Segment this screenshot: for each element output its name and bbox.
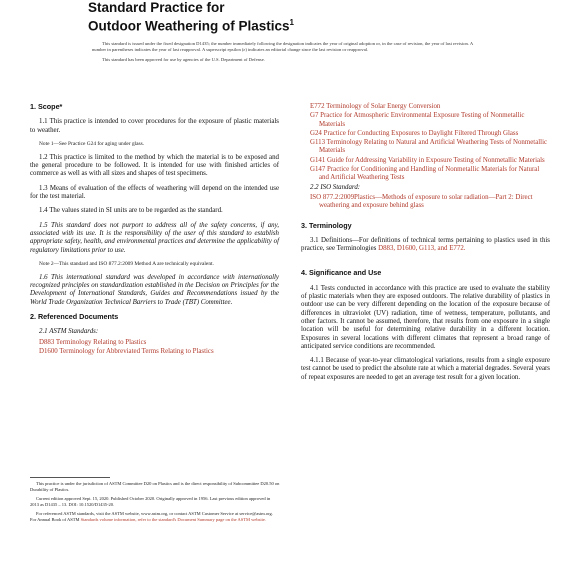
- title-line-2: [88, 15, 508, 34]
- ref-title[interactable]: Plastics—Methods of exposure to solar radiation—Part 2: Direct weathering and exposure behind glass: [319, 193, 533, 210]
- scope-heading: 1. Scope*: [30, 102, 63, 111]
- footnote-1: This practice is under the jurisdiction of ASTM Committee D20 on Plastics and is the direct responsibility of Subcommittee D20.50 on Durability of Plastics.: [30, 481, 280, 492]
- scope-1-2: 1.2 This practice is limited to the method by which the material is to be exposed and the general procedure to be followed. It is intended for use with finished articles of commerce as well as with all sizes and shapes of test specimens.: [30, 153, 279, 178]
- footnote-1b: Current edition approved Sept. 15, 2020. Published October 2020. Originally approved in 1956. Last previous edition approved in 2013 as D1435 – 13. DOI: 10.1520/D1435-20.: [30, 496, 271, 507]
- significance-4-1: 4.1 Tests conducted in accordance with this practice are used to evaluate the stability of plastic materials when they are exposed outdoors. The relative durability of plastics in outdoor use can be very different depending on the location of the exposure because of differences in ultraviolet (UV) radiation, time of wetness, temperature, pollutants, and other factors. It cannot be assumed, therefore, that results from one exposure in a single location will be useful for determining relative durability in a different location. Exposures in several locations with different climates that represent a broad range of anticipated service conditions are recommended.: [301, 284, 550, 350]
- title-line-2-text: Outdoor Weathering of Plastics: [88, 18, 290, 34]
- ref-code[interactable]: D883: [39, 338, 55, 346]
- ref-item-g24[interactable]: [310, 130, 550, 138]
- ref-title[interactable]: Guide for Addressing Variability in Exposure Testing of Nonmetallic Materials: [327, 156, 545, 164]
- ref-title[interactable]: Practice for Atmospheric Environmental Exposure Testing of Nonmetallic Materials: [319, 112, 525, 128]
- ref-item-g7[interactable]: [310, 112, 550, 129]
- ref-item-g147[interactable]: [310, 166, 550, 183]
- scope-1-1: 1.1 This practice is intended to cover procedures for the exposure of plastic materials to weather.: [30, 118, 279, 134]
- dod-notice: This standard has been approved for use by agencies of the U.S. Department of Defense.: [102, 57, 265, 63]
- ref-code[interactable]: E772: [310, 103, 325, 110]
- ref-code[interactable]: G7: [310, 112, 319, 120]
- footnote-divider: [30, 477, 110, 478]
- ref-title[interactable]: Practice for Conducting Exposures to Daylight Filtered Through Glass: [323, 129, 519, 137]
- ref-code[interactable]: D1600: [39, 347, 58, 355]
- right-column: [301, 103, 550, 388]
- ref-item-d883[interactable]: [39, 339, 279, 347]
- scope-1-6: 1.6 This international standard was developed in accordance with internationally recognized principles on standardization established in the Decision on Principles for the Development of International Standards, Guides and Recommendations issued by the World Trade Organization Technical Barriers to Trade (TBT) Committee.: [30, 273, 279, 306]
- footnotes: [30, 481, 280, 526]
- significance-4-1-1: 4.1.1 Because of year-to-year climatological variations, results from a single exposure test cannot be used to predict the absolute rate at which a material degrades. Several years of repeat exposures are needed to get an average test result for a given location.: [301, 357, 550, 381]
- ref-item-d1600[interactable]: [39, 348, 279, 356]
- referenced-heading: 2. Referenced Documents: [30, 312, 119, 322]
- title-footnote-mark: 1: [289, 18, 294, 27]
- scope-1-3: 1.3 Means of evaluation of the effects of weathering will depend on the intended use for the test material.: [30, 184, 279, 201]
- significance-heading: 4. Significance and Use: [301, 268, 382, 278]
- ref-code[interactable]: G24: [310, 129, 322, 137]
- ref-code[interactable]: G141: [310, 156, 326, 164]
- footnote-2-link[interactable]: Standards volume information, refer to the standard's Document Summary page on the ASTM website.: [80, 517, 267, 522]
- ref-code[interactable]: G113: [310, 139, 326, 147]
- scope-1-4: 1.4 The values stated in SI units are to be regarded as the standard.: [39, 207, 223, 215]
- left-column: [30, 103, 279, 357]
- title-line-1: Standard Practice for: [88, 0, 225, 15]
- ref-code[interactable]: ISO 877.2:2009: [310, 193, 355, 201]
- astm-standards-heading: 2.1 ASTM Standards:: [39, 328, 99, 336]
- scope-note-1: Note 1—See Practice G24 for aging under glass.: [39, 140, 145, 147]
- ref-title[interactable]: Practice for Conditioning and Handling of Nonmetallic Materials for Natural and Artificial Weathering Tests: [319, 166, 540, 182]
- iso-standard-heading: 2.2 ISO Standard:: [310, 183, 361, 191]
- ref-item-e772[interactable]: [310, 103, 550, 111]
- ref-item-iso877[interactable]: [310, 194, 550, 211]
- ref-item-g141[interactable]: [310, 157, 550, 165]
- terminology-3-1: [301, 237, 550, 254]
- terminology-3-1-refs[interactable]: D883, D1600, G113, and E772.: [378, 245, 466, 253]
- designation-notice: This standard is issued under the fixed designation D1435; the number immediately following the designation indicates the year of original adoption or, in the case of revision, the year of last revision. A number in parentheses indicates the year of last reapproval. A superscript epsilon (ε) indicates an editorial change since the last revision or reapproval.: [92, 41, 473, 53]
- scope-1-5: 1.5 This standard does not purport to address all of the safety concerns, if any, associated with its use. It is the responsibility of the user of this standard to establish appropriate safety, health, and environmental practices and determine the applicability of regulatory limitations prior to use.: [30, 221, 279, 254]
- ref-item-g113[interactable]: [310, 139, 550, 156]
- ref-title[interactable]: Terminology of Solar Energy Conversion: [326, 103, 441, 110]
- footnote-2: [30, 511, 280, 523]
- terminology-heading: 3. Terminology: [301, 220, 352, 230]
- ref-title[interactable]: Terminology Relating to Plastics: [55, 338, 147, 346]
- ref-title[interactable]: Terminology for Abbreviated Terms Relating to Plastics: [59, 347, 214, 355]
- ref-code[interactable]: G147: [310, 166, 326, 174]
- ref-title[interactable]: Terminology Relating to Natural and Artificial Weathering Tests of Nonmetallic Materials: [319, 139, 548, 155]
- terminology-3-1-text: 3.1 Definitions—For definitions of technical terms pertaining to plastics used in this practice, see Terminologies: [301, 236, 550, 253]
- footnote-2-text: For referenced ASTM standards, visit the ASTM website, www.astm.org, or contact ASTM Customer Service at service@astm.org. For Annual Book of ASTM: [30, 511, 273, 522]
- intro-block: [92, 41, 484, 68]
- document-title: [88, 0, 508, 34]
- scope-note-2: Note 2—This standard and ISO 877.2:2009 Method A are technically equivalent.: [39, 260, 214, 267]
